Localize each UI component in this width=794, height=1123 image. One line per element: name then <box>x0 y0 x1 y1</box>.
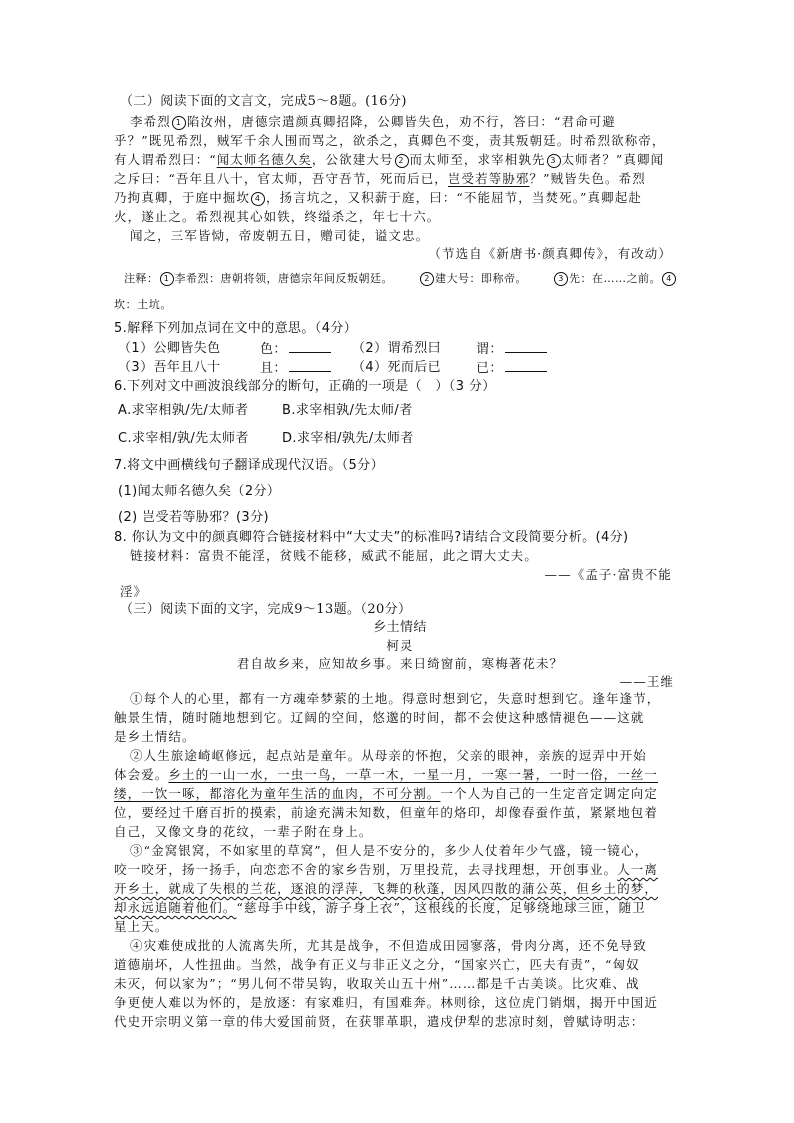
q6-option-a[interactable]: A.求宰相孰/先/太师者 <box>118 403 249 418</box>
underlined-sentence-2: 岂受若等胁邪 <box>447 171 530 186</box>
link-source: ——《孟子·富贵不能 <box>544 567 672 582</box>
passage-line: 有人谓希烈曰：“闻太师名德久矣，公欲建大号 2 而太师至，求宰相孰先 3 太师者？”真卿闻 <box>114 152 665 167</box>
answer-blank <box>505 340 547 353</box>
q5-answer-3[interactable]: 且： <box>260 359 331 378</box>
q5-item-1: （1）公卿皆失色 <box>118 341 221 356</box>
wavy-underlined-sentence: 人一离 <box>617 862 659 877</box>
essay-line: 自己，又像文身的花纹，一辈子附在身上。 <box>114 824 373 839</box>
passage-line: 乎？”既见希烈，贼军千余人围而骂之，欲杀之，真卿色不变，责其叛朝廷。时希烈欲称帝， <box>114 133 666 148</box>
answer-blank <box>289 340 331 353</box>
passage-source: （节选自《新唐书·颜真卿传》，有改动） <box>428 246 672 261</box>
essay-line: 是乡土情结。 <box>114 729 196 744</box>
epigraph: 君自故乡来，应知故乡事。来日绮窗前，寒梅著花未？ <box>236 656 564 671</box>
link-material: 链接材料：富贵不能淫，贫贱不能移，威武不能屈，此之谓大丈夫。 <box>130 548 539 563</box>
essay-line: 体会爱。乡土的一山一水，一虫一鸟，一草一木，一星一月，一寒一暑，一时一俗，一丝一 <box>114 767 659 782</box>
footnotes-line: 坎：土坑。 <box>114 298 172 311</box>
essay-title: 乡土情结 <box>373 620 427 635</box>
essay-line: 未灭，何以家为”；“男儿何不带吴钩，收取关山五十州”……都是千古美谈。比灾难、战 <box>114 976 640 991</box>
q6-option-b[interactable]: B.求宰相孰/先太师/者 <box>282 403 413 418</box>
passage-line: 乃拘真卿，于庭中掘坎 4 ，扬言坑之，又积薪于庭，曰：“不能屈节，当焚死。”真卿起赴 <box>114 190 642 205</box>
question-6: 6.下列对文中画波浪线部分的断句，正确的一项是（ ）（3 分） <box>114 379 496 394</box>
q7-item-1: (1)闻太师名德久矣（2分） <box>118 484 281 499</box>
section3-heading: （三）阅读下面的文字，完成9～13题。（20分） <box>120 602 412 617</box>
note-marker-1: 1 <box>172 116 186 130</box>
q5-answer-4[interactable]: 已： <box>476 359 547 378</box>
q5-answer-1[interactable]: 色： <box>260 340 331 359</box>
answer-blank <box>289 359 331 372</box>
passage-line: 李希烈 1 陷汝州，唐德宗遣颜真卿招降，公卿皆失色，劝不行，答曰：“君命可避 <box>130 114 616 129</box>
passage-line: 闻之，三军皆恸，帝废朝五日，赠司徒，谥文忠。 <box>130 228 430 243</box>
section2-heading: （二）阅读下面的文言文，完成5～8题。(16分) <box>120 94 407 109</box>
q5-item-3: （3）吾年且八十 <box>118 360 221 375</box>
wavy-underlined-sentence: 开乡土，就成了失根的兰花，逐浪的浮萍，飞舞的秋蓬，因风四散的蒲公英，但乡土的梦， <box>114 881 659 896</box>
essay-line: 位，要经过千磨百折的摸索，前途充满未知数，但童年的烙印，却像春蚕作茧，紧紧地包着 <box>114 805 659 820</box>
link-source-cont: 淫》 <box>120 584 148 599</box>
note-marker-2: 2 <box>395 154 409 168</box>
q5-answer-2[interactable]: 谓： <box>476 340 547 359</box>
essay-line: 缕，一饮一啄，都溶化为童年生活的血肉，不可分割。一个人为自己的一生定音定调定向定 <box>114 786 659 801</box>
essay-line: ④灾难使成批的人流离失所，尤其是战争，不但造成田园寥落，骨肉分离，还不免导致 <box>130 938 647 953</box>
wavy-underlined-sentence: 却永远追随着他们。 <box>114 900 237 915</box>
underlined-sentence: 乡土的一山一水，一虫一鸟，一草一木，一星一月，一寒一暑，一时一俗，一丝一 <box>168 767 659 782</box>
question-7: 7.将文中画横线句子翻译成现代汉语。（5分） <box>114 458 384 473</box>
essay-line: 却永远追随着他们。“慈母手中线，游子身上衣”，这根线的长度，足够绕地球三匝，随卫 <box>114 900 646 915</box>
essay-line: 代史开宗明义第一章的伟大爱国前贤，在获罪革职，遣戍伊犁的悲凉时刻，曾赋诗明志： <box>114 1014 645 1029</box>
q7-item-2: (2) 岂受若等胁邪？(3分) <box>118 510 269 525</box>
essay-line: ③“金窝银窝，不如家里的草窝”，但人是不安分的，多少人仗着年少气盛，镜一镜心， <box>130 843 649 858</box>
essay-line <box>114 880 658 898</box>
q5-item-2: （2）谓希烈曰 <box>352 341 442 356</box>
question-8: 8. 你认为文中的颜真卿符合链接材料中“大丈夫”的标准吗?请结合文段简要分析。(4分) <box>114 530 629 545</box>
footnotes-line: 注释： 1 李希烈：唐朝将领，唐德宗年间反叛朝廷。 2 建大号：即称帝。 3 先：在……之前。 4 <box>124 270 677 288</box>
q5-item-4: （4）死而后已 <box>352 360 442 375</box>
essay-line: 星上天。 <box>114 919 169 934</box>
essay-line: ②人生旅途崎岖修远，起点站是童年。从母亲的怀抱，父亲的眼神，亲族的逗弄中开始 <box>130 748 647 763</box>
essay-author: 柯灵 <box>386 638 414 653</box>
answer-blank <box>505 359 547 372</box>
passage-line: 之斥曰：“吾年且八十，官太师，吾守吾节，死而后已，岂受若等胁邪？”贼皆失色。希烈 <box>114 171 646 186</box>
essay-line: 咬一咬牙，扬一扬手，向恋恋不舍的家乡告别，万里投荒，去寻找理想，开创事业。人一离 <box>114 862 659 877</box>
note-marker-3: 3 <box>547 154 561 168</box>
essay-line: 道德崩坏，人性扭曲。当然，战争有正义与非正义之分，“国家兴亡，匹夫有责”，“匈奴 <box>114 957 640 972</box>
underlined-sentence-1: 闻太师名德久矣 <box>216 152 312 167</box>
essay-line: 争更使人难以为怀的，是放逐：有家难归，有国难奔。林则徐，这位虎门销烟，揭开中国近 <box>114 995 659 1010</box>
q6-option-c[interactable]: C.求宰相/孰/先太师者 <box>118 431 249 446</box>
q6-option-d[interactable]: D.求宰相/孰先/太师者 <box>282 431 414 446</box>
essay-line: 触景生情，随时随地想到它。辽阔的空间，悠邈的时间，都不会使这种感情褪色——这就 <box>114 710 645 725</box>
underlined-sentence: 缕，一饮一啄，都溶化为童年生活的血肉，不可分割。 <box>114 786 441 801</box>
question-5: 5.解释下列加点词在文中的意思。（4分） <box>114 321 358 336</box>
epigraph-source: ——王维 <box>619 674 674 689</box>
essay-line: ①每个人的心里，都有一方魂牵梦萦的土地。得意时想到它，失意时想到它。逢年逢节， <box>130 691 661 706</box>
passage-line: 火，遂止之。希烈视其心如铁，终缢杀之，年七十六。 <box>114 209 441 224</box>
note-marker-4: 4 <box>251 192 265 206</box>
